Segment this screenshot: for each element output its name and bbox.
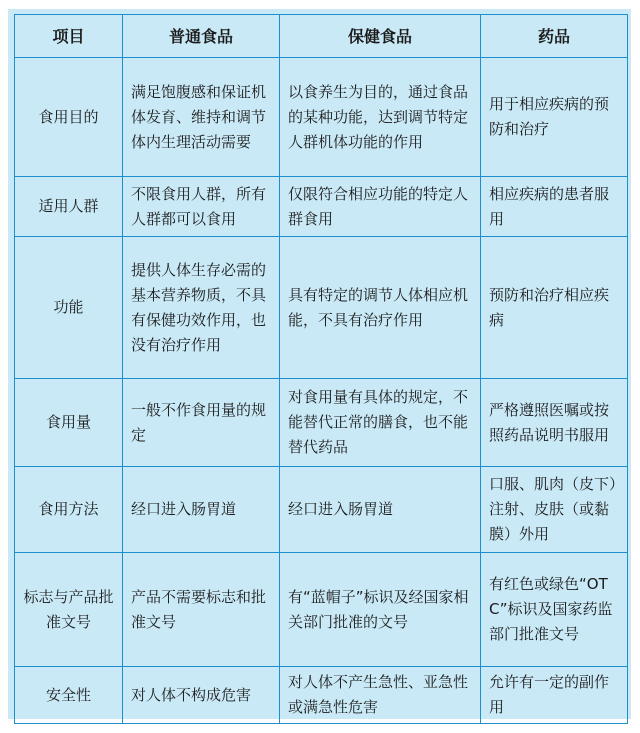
row-label: 功能 — [15, 237, 123, 379]
normal-food-cell: 一般不作食用量的规定 — [123, 379, 280, 467]
header-drug: 药品 — [481, 15, 628, 58]
health-food-cell: 对人体不产生急性、亚急性或满急性危害 — [280, 667, 481, 724]
normal-food-cell: 不限食用人群，所有人群都可以食用 — [123, 177, 280, 237]
health-food-cell: 对食用量有具体的规定，不能替代正常的膳食，也不能替代药品 — [280, 379, 481, 467]
health-food-cell: 有“蓝帽子”标识及经国家相关部门批准的文号 — [280, 553, 481, 667]
row-label: 标志与产品批准文号 — [15, 553, 123, 667]
table-row — [15, 177, 628, 237]
normal-food-cell: 提供人体生存必需的基本营养物质，不具有保健功效作用，也没有治疗作用 — [123, 237, 280, 379]
drug-cell: 相应疾病的患者服用 — [481, 177, 628, 237]
header-row — [15, 15, 628, 58]
health-food-cell: 仅限符合相应功能的特定人群食用 — [280, 177, 481, 237]
comparison-table — [14, 14, 628, 724]
header-normal-food: 普通食品 — [123, 15, 280, 58]
drug-cell: 用于相应疾病的预防和治疗 — [481, 58, 628, 177]
drug-cell: 预防和治疗相应疾病 — [481, 237, 628, 379]
table-row — [15, 553, 628, 667]
drug-cell: 有红色或绿色“OTC”标识及国家药监部门批准文号 — [481, 553, 628, 667]
row-label: 食用目的 — [15, 58, 123, 177]
table-row — [15, 237, 628, 379]
drug-cell: 允许有一定的副作用 — [481, 667, 628, 724]
drug-cell: 严格遵照医嘱或按照药品说明书服用 — [481, 379, 628, 467]
normal-food-cell: 满足饱腹感和保证机体发育、维持和调节体内生理活动需要 — [123, 58, 280, 177]
normal-food-cell: 产品不需要标志和批准文号 — [123, 553, 280, 667]
table-row — [15, 379, 628, 467]
health-food-cell: 以食养生为目的，通过食品的某种功能，达到调节特定人群机体功能的作用 — [280, 58, 481, 177]
header-item: 项目 — [15, 15, 123, 58]
row-label: 适用人群 — [15, 177, 123, 237]
row-label: 食用方法 — [15, 467, 123, 553]
row-label: 安全性 — [15, 667, 123, 724]
drug-cell: 口服、肌肉（皮下）注射、皮肤（或黏膜）外用 — [481, 467, 628, 553]
table-row — [15, 667, 628, 724]
health-food-cell: 经口进入肠胃道 — [280, 467, 481, 553]
table-row — [15, 467, 628, 553]
normal-food-cell: 经口进入肠胃道 — [123, 467, 280, 553]
health-food-cell: 具有特定的调节人体相应机能，不具有治疗作用 — [280, 237, 481, 379]
header-health-food: 保健食品 — [280, 15, 481, 58]
normal-food-cell: 对人体不构成危害 — [123, 667, 280, 724]
table-row — [15, 58, 628, 177]
row-label: 食用量 — [15, 379, 123, 467]
